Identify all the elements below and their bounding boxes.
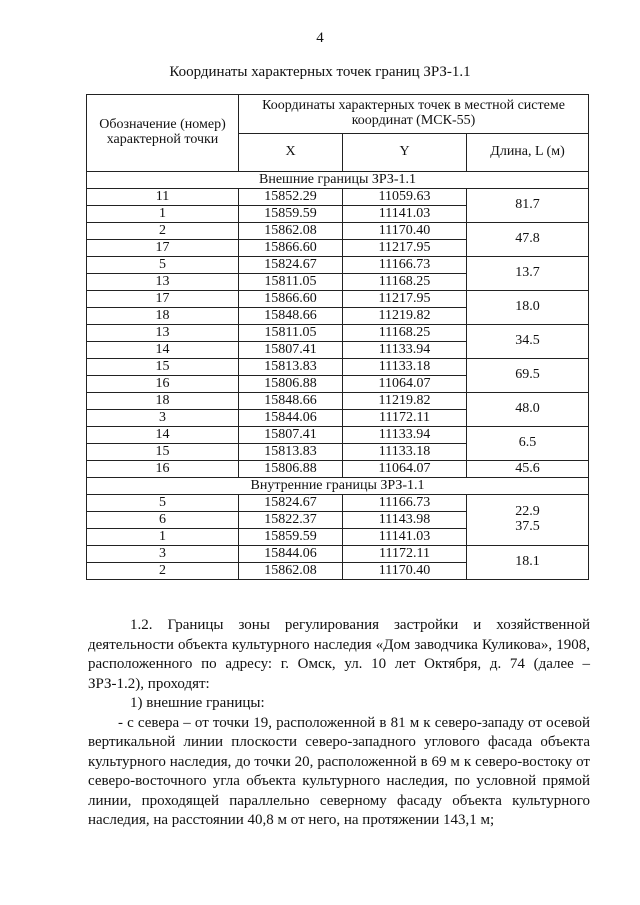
point-number: 15 xyxy=(87,444,239,461)
table-row xyxy=(87,546,589,563)
length-value: 45.6 xyxy=(467,461,589,478)
x-value: 15866.60 xyxy=(239,240,343,257)
point-number: 1 xyxy=(87,529,239,546)
y-value: 11133.18 xyxy=(343,444,467,461)
point-number: 3 xyxy=(87,410,239,427)
point-number: 2 xyxy=(87,223,239,240)
y-value: 11064.07 xyxy=(343,461,467,478)
point-number: 17 xyxy=(87,291,239,308)
coordinates-table xyxy=(86,94,589,580)
point-number: 18 xyxy=(87,393,239,410)
point-number: 14 xyxy=(87,427,239,444)
x-value: 15862.08 xyxy=(239,223,343,240)
point-number: 3 xyxy=(87,546,239,563)
table-row xyxy=(87,495,589,512)
y-value: 11172.11 xyxy=(343,546,467,563)
x-value: 15807.41 xyxy=(239,342,343,359)
y-value: 11172.11 xyxy=(343,410,467,427)
y-value: 11133.94 xyxy=(343,342,467,359)
y-value: 11133.94 xyxy=(343,427,467,444)
length-value: 48.0 xyxy=(467,393,589,427)
y-value: 11170.40 xyxy=(343,563,467,580)
y-value: 11141.03 xyxy=(343,529,467,546)
point-number: 18 xyxy=(87,308,239,325)
table-row xyxy=(87,427,589,444)
x-value: 15859.59 xyxy=(239,206,343,223)
table-row xyxy=(87,325,589,342)
point-number: 16 xyxy=(87,461,239,478)
length-value: 81.7 xyxy=(467,189,589,223)
section-outer: Внешние границы ЗРЗ-1.1 xyxy=(87,172,589,189)
x-value: 15813.83 xyxy=(239,444,343,461)
table-row xyxy=(87,223,589,240)
table-row xyxy=(87,461,589,478)
length-value: 13.7 xyxy=(467,257,589,291)
point-number: 16 xyxy=(87,376,239,393)
y-value: 11168.25 xyxy=(343,274,467,291)
point-number: 1 xyxy=(87,206,239,223)
table-row xyxy=(87,393,589,410)
y-value: 11217.95 xyxy=(343,240,467,257)
length-value: 6.5 xyxy=(467,427,589,461)
point-number: 17 xyxy=(87,240,239,257)
length-value: 37.5 xyxy=(515,519,540,534)
x-value: 15844.06 xyxy=(239,410,343,427)
page-number: 4 xyxy=(316,30,324,46)
x-value: 15824.67 xyxy=(239,495,343,512)
y-value: 11166.73 xyxy=(343,495,467,512)
length-value: 18.0 xyxy=(467,291,589,325)
header-designation: Обозначение (номер) характерной точки xyxy=(87,95,239,172)
y-value: 11217.95 xyxy=(343,291,467,308)
x-value: 15806.88 xyxy=(239,461,343,478)
y-value: 11219.82 xyxy=(343,393,467,410)
point-number: 6 xyxy=(87,512,239,529)
table-row xyxy=(87,189,589,206)
x-value: 15848.66 xyxy=(239,308,343,325)
x-value: 15824.67 xyxy=(239,257,343,274)
point-number: 14 xyxy=(87,342,239,359)
length-value: 47.8 xyxy=(467,223,589,257)
table-title: Координаты характерных точек границ ЗРЗ-1.1 xyxy=(169,64,471,80)
x-value: 15862.08 xyxy=(239,563,343,580)
x-value: 15811.05 xyxy=(239,325,343,342)
x-value: 15848.66 xyxy=(239,393,343,410)
paragraph-section-1-2: 1.2. Границы зоны регулирования застройки и хозяйственной деятельности объекта культурного наследия «Дом заводчика Куликова», 1908, расположенного по адресу: г. Омск, ул. 10 лет Октября, д. 74 (далее – ЗРЗ-1.2), проходят: xyxy=(88,617,590,692)
y-value: 11166.73 xyxy=(343,257,467,274)
paragraph-outer-boundaries: 1) внешние границы: xyxy=(130,695,265,711)
header-x: X xyxy=(239,134,343,172)
y-value: 11064.07 xyxy=(343,376,467,393)
header-length: Длина, L (м) xyxy=(467,134,589,172)
point-number: 11 xyxy=(87,189,239,206)
x-value: 15822.37 xyxy=(239,512,343,529)
point-number: 5 xyxy=(87,257,239,274)
point-number: 13 xyxy=(87,325,239,342)
body-text xyxy=(88,616,590,831)
table-row xyxy=(87,359,589,376)
table-row xyxy=(87,257,589,274)
length-value: 69.5 xyxy=(467,359,589,393)
x-value: 15806.88 xyxy=(239,376,343,393)
paragraph-north-boundary: - с севера – от точки 19, расположенной в 81 м к северо-западу от осевой вертикальной линии плоскости северо-западного углового фасада объекта культурного наследия, до точки 20, расположенной в 69 м к северо-востоку от северо-восточного угла объекта культурного наследия, по условной прямой линии, проходящей параллельно северному фасаду объекта культурного наследия, на расстоянии 40,8 м от него, на протяжении 143,1 м; xyxy=(88,714,590,828)
x-value: 15811.05 xyxy=(239,274,343,291)
y-value: 11141.03 xyxy=(343,206,467,223)
length-value: 34.5 xyxy=(467,325,589,359)
point-number: 5 xyxy=(87,495,239,512)
point-number: 13 xyxy=(87,274,239,291)
x-value: 15866.60 xyxy=(239,291,343,308)
y-value: 11143.98 xyxy=(343,512,467,529)
header-y: Y xyxy=(343,134,467,172)
x-value: 15813.83 xyxy=(239,359,343,376)
y-value: 11168.25 xyxy=(343,325,467,342)
x-value: 15807.41 xyxy=(239,427,343,444)
section-inner: Внутренние границы ЗРЗ-1.1 xyxy=(87,478,589,495)
y-value: 11170.40 xyxy=(343,223,467,240)
y-value: 11133.18 xyxy=(343,359,467,376)
header-coordinates: Координаты характерных точек в местной системе координат (МСК-55) xyxy=(239,95,589,134)
y-value: 11059.63 xyxy=(343,189,467,206)
x-value: 15852.29 xyxy=(239,189,343,206)
y-value: 11219.82 xyxy=(343,308,467,325)
length-value: 22.9 xyxy=(515,504,540,520)
point-number: 2 xyxy=(87,563,239,580)
length-values-group xyxy=(467,495,589,546)
x-value: 15859.59 xyxy=(239,529,343,546)
point-number: 15 xyxy=(87,359,239,376)
table-row xyxy=(87,291,589,308)
x-value: 15844.06 xyxy=(239,546,343,563)
length-value: 18.1 xyxy=(467,546,589,580)
